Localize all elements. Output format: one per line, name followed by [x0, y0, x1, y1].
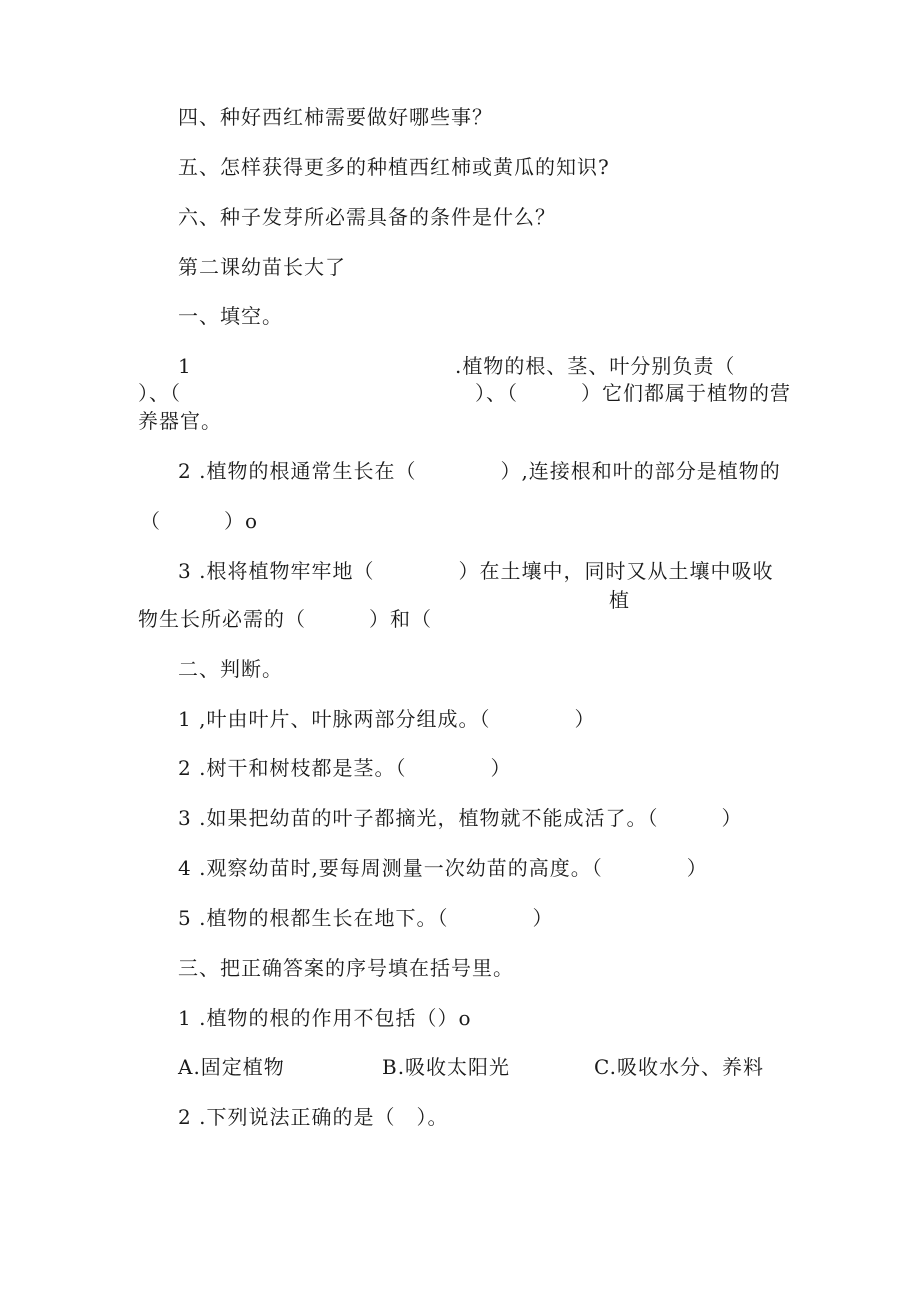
fill-3-line-2: 物生长所必需的（ ）和（ — [138, 607, 432, 631]
section-2-title: 二、判断。 — [178, 657, 283, 681]
fill-2-line-1: 2 .植物的根通常生长在（ ）,连接根和叶的部分是植物的 — [178, 459, 781, 483]
fill-1-line-3: 养器官。 — [138, 409, 222, 433]
fill-2-line-2: （ ）o — [140, 509, 259, 533]
fill-1-number: 1 — [178, 354, 192, 378]
question-6: 六、种子发芽所必需具备的条件是什么？ — [178, 205, 556, 229]
section-3-title: 三、把正确答案的序号填在括号里。 — [178, 956, 514, 980]
fill-3-line-1: 3 .根将植物牢牢地（ ）在土壤中，同时又从土壤中吸收 — [178, 559, 774, 583]
question-5: 五、怎样获得更多的种植西红柿或黄瓜的知识? — [178, 155, 610, 179]
fill-1-text: .植物的根、茎、叶分别负责（ — [455, 354, 736, 378]
question-4: 四、种好西红柿需要做好哪些事？ — [178, 105, 493, 129]
judge-2: 2 .树干和树枝都是茎。（ ） — [178, 756, 512, 780]
section-1-title: 一、填空。 — [178, 304, 283, 328]
judge-3: 3 .如果把幼苗的叶子都摘光，植物就不能成活了。（ ） — [178, 806, 743, 830]
lesson-2-title: 第二课幼苗长大了 — [178, 255, 346, 279]
judge-1: 1 ,叶由叶片、叶脉两部分组成。（ ） — [178, 707, 596, 731]
judge-5: 5 .植物的根都生长在地下。（ ） — [178, 906, 554, 930]
choice-2: 2 .下列说法正确的是（ ）。 — [178, 1105, 449, 1129]
choice-1-option-c: C.吸收水分、养料 — [594, 1055, 764, 1079]
choice-1: 1 .植物的根的作用不包括（）o — [178, 1006, 472, 1030]
judge-4: 4 .观察幼苗时,要每周测量一次幼苗的高度。（ ） — [178, 856, 708, 880]
choice-1-option-b: B.吸收太阳光 — [382, 1055, 511, 1079]
fill-3-wrap-char: 植 — [609, 588, 630, 612]
choice-1-option-a: A.固定植物 — [178, 1055, 285, 1079]
fill-1-line-2: ）、（ ）、（ ）它们都属于植物的营 — [138, 381, 791, 405]
